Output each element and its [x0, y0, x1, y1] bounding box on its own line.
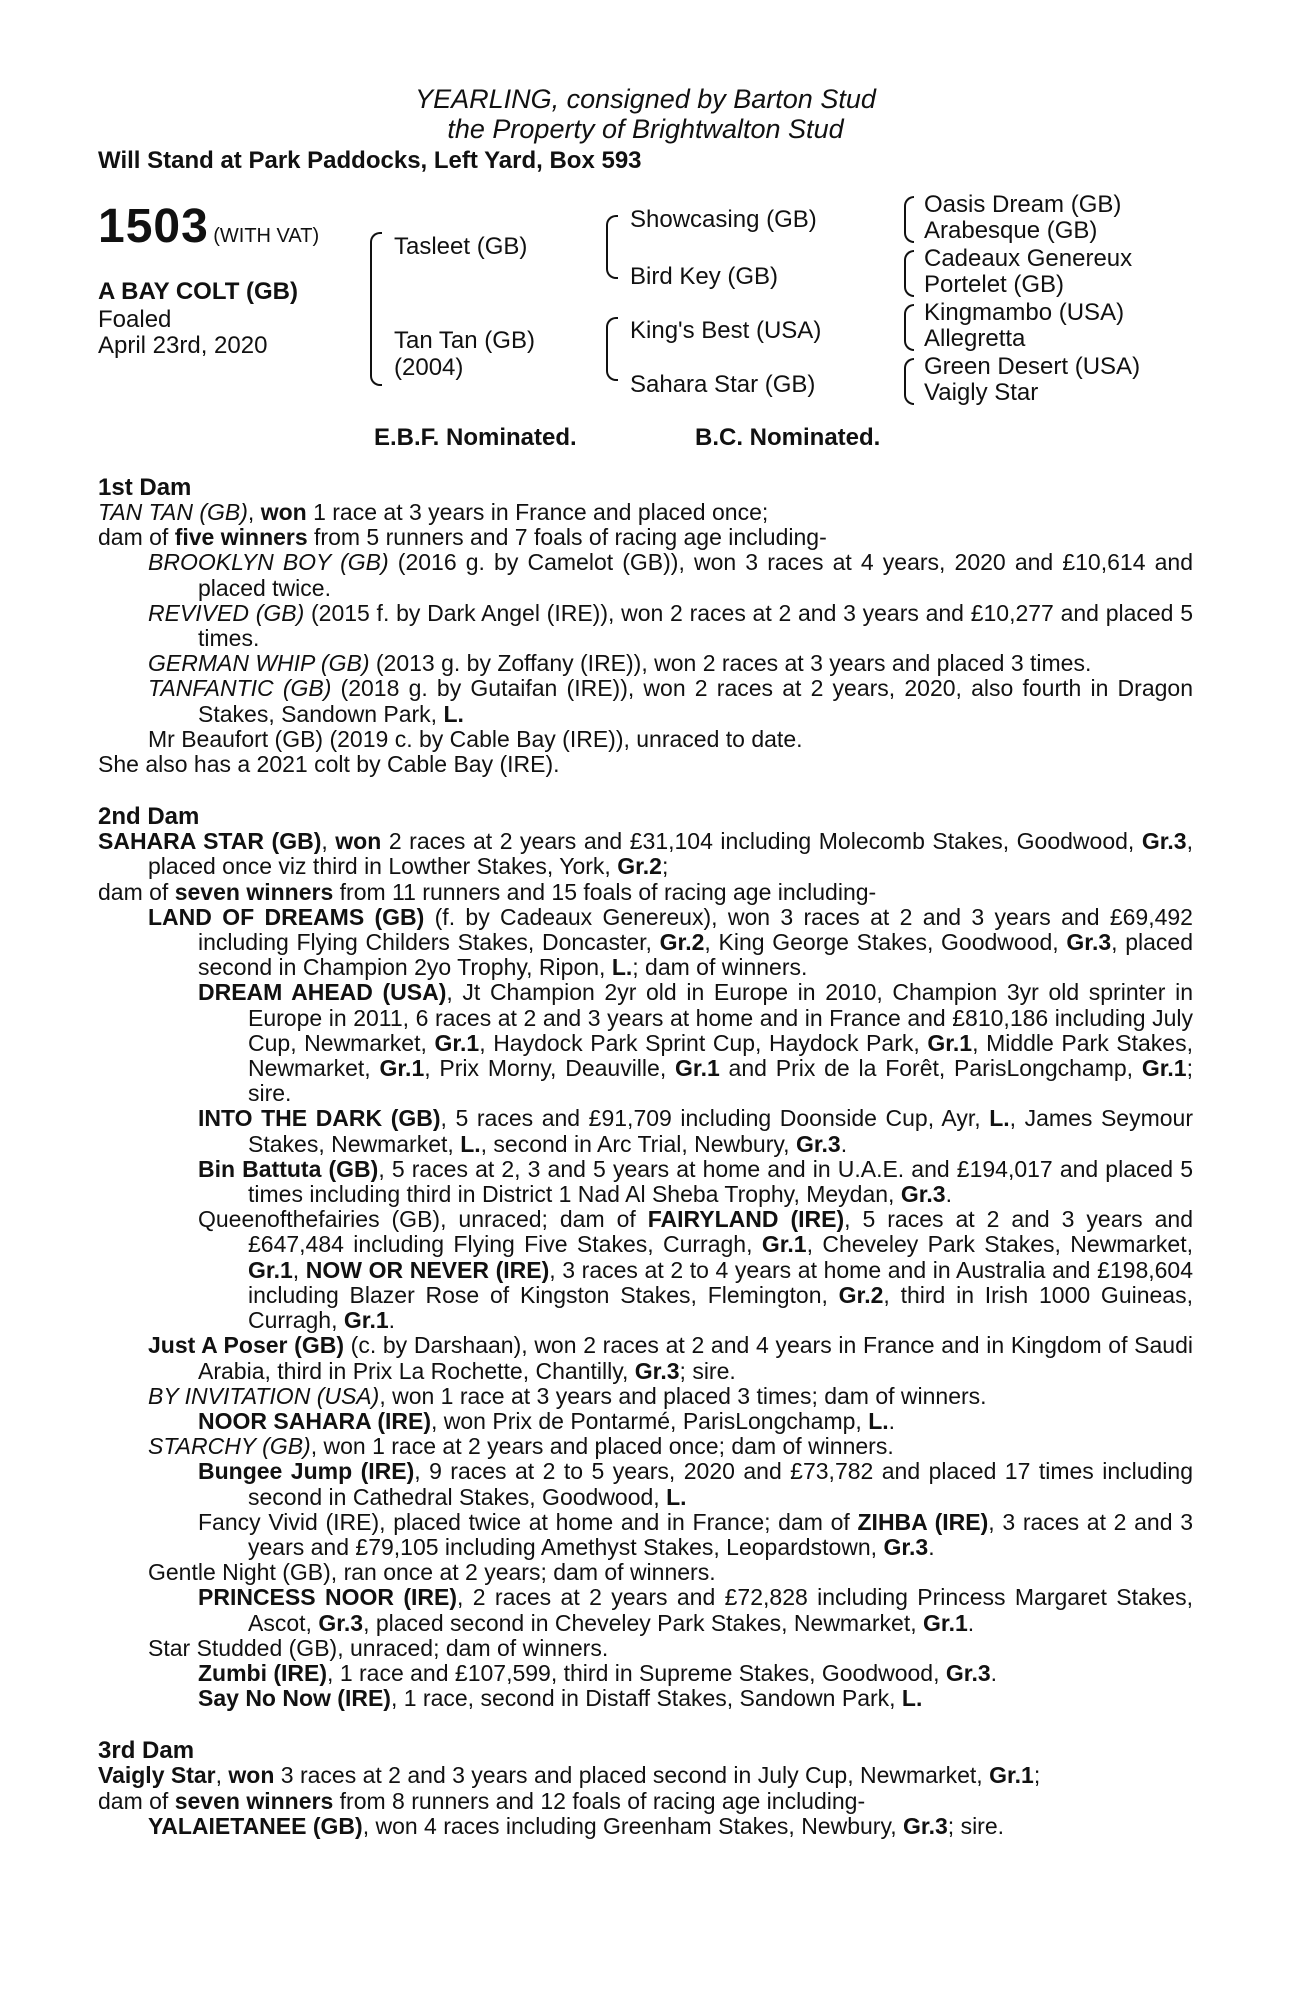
- produce-zumbi: Zumbi (IRE), 1 race and £107,599, third in Supreme Stakes, Goodwood, Gr.3.: [198, 1659, 998, 1686]
- produce-into-the-dark: INTO THE DARK (GB), 5 races and £91,709 including Doonside Cup, Ayr, L., James Seymour Stakes, Newmarket, L., second in Arc Trial, Newbury, Gr.3.: [198, 1105, 1194, 1157]
- g3-dsd: Allegretta: [924, 325, 1026, 352]
- bc-nominated: B.C. Nominated.: [695, 424, 881, 451]
- produce-say-no-now: Say No Now (IRE), 1 race, second in Distaff Stakes, Sandown Park, L.: [198, 1685, 923, 1712]
- produce-brooklyn-boy: BROOKLYN BOY (GB) (2016 g. by Camelot (GB)), won 3 races at 4 years, 2020 and £10,614 and placed twice.: [148, 549, 1193, 601]
- brace-g3-3: [904, 304, 914, 351]
- produce-queenofthefairies: Queenofthefairies (GB), unraced; dam of FAIRYLAND (IRE), 5 races at 2 and 3 years and £647,484 including Flying Five Stakes, Curragh, Gr.1, Cheveley Park Stakes, Newmarket, Gr.1, NOW OR NEVER (IRE), 3 races at 2 to 4 years at home and in Australia and £198,604 including Blazer Rose of Kingston Stakes, Flemington, Gr.2, third in Irish 1000 Guineas, Curragh, Gr.1.: [198, 1206, 1194, 1334]
- consignor-line: YEARLING, consigned by Barton Stud: [415, 84, 876, 114]
- produce-starchy: STARCHY (GB), won 1 race at 2 years and placed once; dam of winners.: [148, 1433, 894, 1460]
- second-dam-section: [98, 804, 1193, 1711]
- third-dam-produce-summary: dam of seven winners from 8 runners and 12 foals of racing age including-: [98, 1787, 866, 1814]
- foaled-date: April 23rd, 2020: [98, 332, 268, 359]
- lot-number-row: [98, 202, 319, 252]
- produce-just-a-poser: Just A Poser (GB) (c. by Darshaan), won 2 races at 2 and 4 years in France and in Kingdom of Saudi Arabia, third in Prix La Rochette, Chantilly, Gr.3; sire.: [148, 1332, 1193, 1384]
- brace-g3-1: [904, 196, 914, 243]
- ebf-nominated: E.B.F. Nominated.: [374, 424, 577, 451]
- dam-sire: King's Best (USA): [630, 317, 822, 344]
- third-dam-section: [98, 1738, 1193, 1839]
- produce-2021-colt: She also has a 2021 colt by Cable Bay (IRE).: [98, 751, 560, 778]
- g3-sdd: Portelet (GB): [924, 271, 1065, 298]
- first-dam-produce-summary: dam of five winners from 5 runners and 7 foals of racing age including-: [98, 524, 827, 551]
- g3-sds: Cadeaux Genereux: [924, 245, 1133, 272]
- sire-dam: Bird Key (GB): [630, 263, 779, 290]
- dam-dam: Sahara Star (GB): [630, 371, 816, 398]
- brace-dam-line: [606, 317, 618, 381]
- brace-g3-2: [904, 250, 914, 297]
- third-dam-record: Vaigly Star, won 3 races at 2 and 3 years and placed second in July Cup, Newmarket, Gr.1;: [98, 1762, 1041, 1789]
- lot-title: A BAY COLT (GB): [98, 278, 299, 305]
- brace-sire-dam: [370, 232, 382, 386]
- second-dam-produce-summary: dam of seven winners from 11 runners and 15 foals of racing age including-: [98, 878, 877, 905]
- second-dam-record: SAHARA STAR (GB), won 2 races at 2 years and £31,104 including Molecomb Stakes, Goodwood, Gr.3, placed once viz third in Lowther Stakes, York, Gr.2;: [98, 828, 1193, 880]
- brace-sire-line: [606, 215, 618, 279]
- produce-german-whip: GERMAN WHIP (GB) (2013 g. by Zoffany (IRE)), won 2 races at 3 years and placed 3 times.: [148, 650, 1092, 677]
- property-line: the Property of Brightwalton Stud: [447, 114, 844, 144]
- pedigree-block: [98, 192, 1193, 457]
- produce-tanfantic: TANFANTIC (GB) (2018 g. by Gutaifan (IRE)), won 2 races at 2 years, 2020, also fourth in Dragon Stakes, Sandown Park, L.: [148, 675, 1193, 727]
- g3-ssd: Arabesque (GB): [924, 217, 1098, 244]
- dam: Tan Tan (GB): [394, 327, 535, 354]
- produce-star-studded: Star Studded (GB), unraced; dam of winners.: [148, 1634, 609, 1661]
- produce-land-of-dreams: LAND OF DREAMS (GB) (f. by Cadeaux Genereux), won 3 races at 2 and 3 years and £69,492 including Flying Childers Stakes, Doncaster, Gr.2, King George Stakes, Goodwood, Gr.3, placed second in Champion 2yo Trophy, Ripon, L.; dam of winners.: [148, 903, 1194, 981]
- produce-gentle-night: Gentle Night (GB), ran once at 2 years; dam of winners.: [148, 1559, 716, 1586]
- g3-ddd: Vaigly Star: [924, 379, 1039, 406]
- foaled-label: Foaled: [98, 306, 172, 333]
- produce-noor-sahara: NOOR SAHARA (IRE), won Prix de Pontarmé, ParisLongchamp, L..: [198, 1407, 896, 1434]
- produce-by-invitation: BY INVITATION (USA), won 1 race at 3 years and placed 3 times; dam of winners.: [148, 1382, 987, 1409]
- dam-year: (2004): [394, 354, 464, 381]
- first-dam-section: [98, 475, 1193, 777]
- produce-mr-beaufort: Mr Beaufort (GB) (2019 c. by Cable Bay (IRE)), unraced to date.: [148, 725, 803, 752]
- catalogue-page: [98, 84, 1193, 1839]
- brace-g3-4: [904, 358, 914, 405]
- lot-number: 1503: [98, 200, 209, 253]
- produce-bin-battuta: Bin Battuta (GB), 5 races at 2, 3 and 5 years at home and in U.A.E. and £194,017 and placed 5 times including third in District 1 Nad Al Sheba Trophy, Meydan, Gr.3.: [198, 1155, 1193, 1208]
- produce-fancy-vivid: Fancy Vivid (IRE), placed twice at home and in France; dam of ZIHBA (IRE), 3 races at 2 and 3 years and £79,105 including Amethyst Stakes, Leopardstown, Gr.3.: [198, 1508, 1194, 1560]
- sire: Tasleet (GB): [394, 233, 528, 260]
- produce-princess-noor: PRINCESS NOOR (IRE), 2 races at 2 years and £72,828 including Princess Margaret Stakes, Ascot, Gr.3, placed second in Cheveley Park Stakes, Newmarket, Gr.1.: [198, 1584, 1193, 1636]
- produce-bungee-jump: Bungee Jump (IRE), 9 races at 2 to 5 years, 2020 and £73,782 and placed 17 times including second in Cathedral Stakes, Goodwood, L.: [198, 1458, 1193, 1510]
- g3-dds: Green Desert (USA): [924, 353, 1141, 380]
- first-dam-title: 1st Dam: [98, 474, 192, 501]
- stand-location: Will Stand at Park Paddocks, Left Yard, Box 593: [98, 147, 642, 174]
- second-dam-title: 2nd Dam: [98, 803, 200, 831]
- vat-note: (WITH VAT): [213, 225, 320, 247]
- produce-yalaietanee: YALAIETANEE (GB), won 4 races including Greenham Stakes, Newbury, Gr.3; sire.: [148, 1812, 1005, 1839]
- produce-revived: REVIVED (GB) (2015 f. by Dark Angel (IRE)), won 2 races at 2 and 3 years and £10,277 and placed 5 times.: [148, 599, 1193, 652]
- third-dam-title: 3rd Dam: [98, 1737, 195, 1765]
- first-dam-record: TAN TAN (GB), won 1 race at 3 years in France and placed once;: [98, 499, 769, 525]
- produce-dream-ahead: DREAM AHEAD (USA), Jt Champion 2yr old in Europe in 2010, Champion 3yr old sprinter in Europe in 2011, 6 races at 2 and 3 years at home and in France and £810,186 including July Cup, Newmarket, Gr.1, Haydock Park Sprint Cup, Haydock Park, Gr.1, Middle Park Stakes, Newmarket, Gr.1, Prix Morny, Deauville, Gr.1 and Prix de la Forêt, ParisLongchamp, Gr.1; sire.: [198, 979, 1193, 1107]
- sire-sire: Showcasing (GB): [630, 206, 817, 233]
- g3-sss: Oasis Dream (GB): [924, 191, 1122, 218]
- g3-dss: Kingmambo (USA): [924, 299, 1125, 326]
